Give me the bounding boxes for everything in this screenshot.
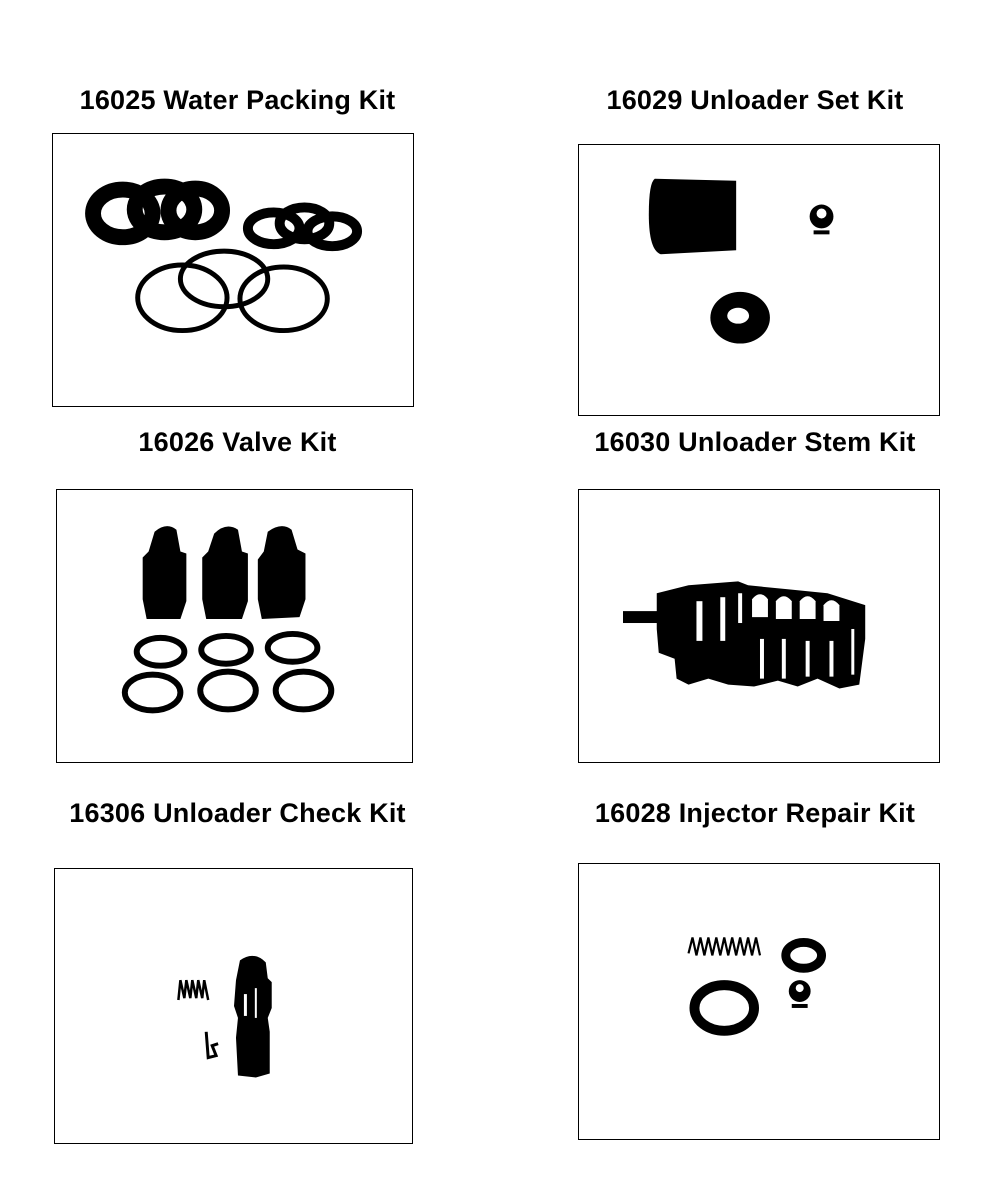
kit-title-water-packing: 16025 Water Packing Kit xyxy=(79,85,396,115)
kit-image-unloader-stem xyxy=(578,489,940,763)
injector-spring-and-seal-icon xyxy=(579,864,939,1139)
kit-title-unloader-stem: 16030 Unloader Stem Kit xyxy=(594,427,916,457)
unloader-stem-assembly-icon xyxy=(579,490,939,762)
check-valve-and-spring-icon xyxy=(55,869,412,1143)
valve-and-o-ring-icon xyxy=(57,490,412,762)
kit-image-water-packing xyxy=(52,133,414,407)
kit-title-injector-repair: 16028 Injector Repair Kit xyxy=(594,798,916,828)
kit-title-unloader-check: 16306 Unloader Check Kit xyxy=(69,798,406,828)
kit-image-injector-repair xyxy=(578,863,940,1140)
kit-title-unloader-set: 16029 Unloader Set Kit xyxy=(606,85,904,115)
unloader-seat-and-washer-icon xyxy=(579,145,939,415)
kit-image-unloader-set xyxy=(578,144,940,416)
kit-image-unloader-check xyxy=(54,868,413,1144)
o-ring-and-packing-seal-icon xyxy=(53,134,413,406)
kit-image-valve xyxy=(56,489,413,763)
kit-title-valve: 16026 Valve Kit xyxy=(138,427,337,457)
